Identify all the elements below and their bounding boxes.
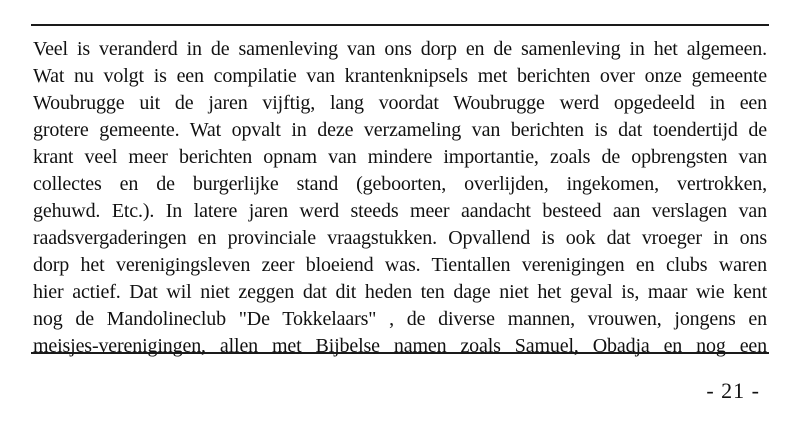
text-line: nog de Mandolineclub "De Tokkelaars" , de diverse mannen, vrouwen, jongens en xyxy=(33,308,767,330)
text-line: Wat nu volgt is een compilatie van krantenknipsels met berichten over onze gemeente xyxy=(33,65,767,87)
text-line: meisjes-verenigingen, allen met Bijbelse namen zoals Samuel, Obadja en nog een xyxy=(33,335,767,357)
text-line: Veel is veranderd in de samenleving van ons dorp en de samenleving in het algemeen. xyxy=(33,38,767,60)
bottom-divider xyxy=(31,352,769,354)
page-number: - 21 - xyxy=(706,378,760,403)
text-line: gehuwd. Etc.). In latere jaren werd steeds meer aandacht besteed aan verslagen van xyxy=(33,200,767,222)
text-line: hier actief. Dat wil niet zeggen dat dit heden ten dage niet het geval is, maar wie kent xyxy=(33,281,767,303)
text-line: raadsvergaderingen en provinciale vraagstukken. Opvallend is ook dat vroeger in ons xyxy=(33,227,767,249)
text-line: collectes en de burgerlijke stand (geboorten, overlijden, ingekomen, vertrokken, xyxy=(33,173,767,195)
top-divider xyxy=(31,24,769,26)
text-line: Woubrugge uit de jaren vijftig, lang voordat Woubrugge werd opgedeeld in een xyxy=(33,92,767,114)
text-line: krant veel meer berichten opnam van mindere importantie, zoals de opbrengsten van xyxy=(33,146,767,168)
text-line: grotere gemeente. Wat opvalt in deze verzameling van berichten is dat toendertijd de xyxy=(33,119,767,141)
body-paragraph xyxy=(33,36,767,360)
text-line: dorp het verenigingsleven zeer bloeiend was. Tientallen verenigingen en clubs waren xyxy=(33,254,767,276)
